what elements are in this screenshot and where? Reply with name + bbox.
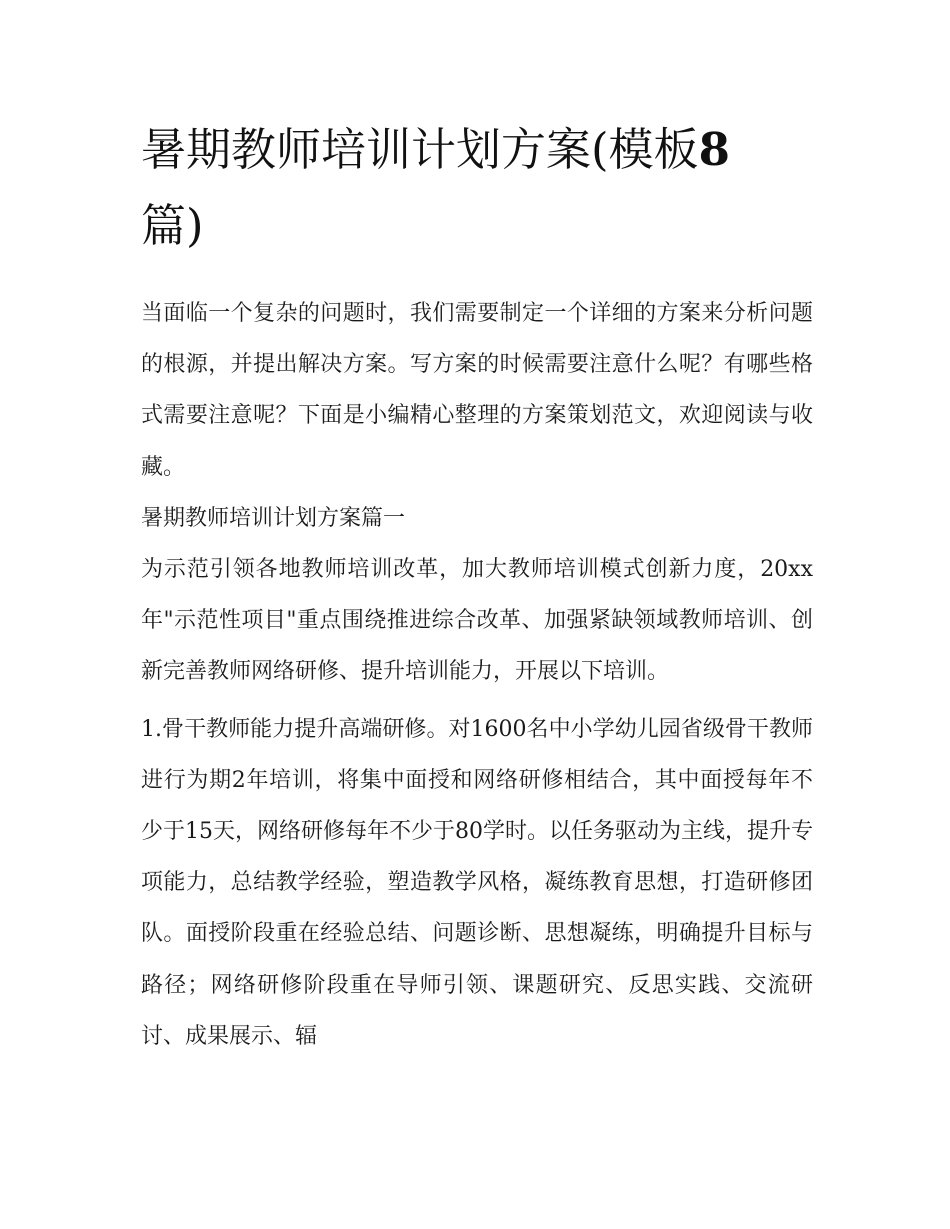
title-end-text: 篇) (141, 199, 204, 252)
title-main-text: 暑期教师培训计划方案(模板 (141, 123, 699, 176)
document-title (141, 112, 813, 264)
section-paragraph: 为示范引领各地教师培训改革，加大教师培训模式创新力度，20xx年"示范性项目"重点围绕推进综合改革、加强紧缺领域教师培训、创新完善教师网络研修、提升培训能力，开展以下培训。 (141, 557, 813, 685)
section-heading: 暑期教师培训计划方案篇一 (141, 505, 406, 531)
intro-paragraph: 当面临一个复杂的问题时，我们需要制定一个详细的方案来分析问题的根源，并提出解决方案。写方案的时候需要注意什么呢？有哪些格式需要注意呢？下面是小编精心整理的方案策划范文，欢迎阅读与收藏。 (141, 301, 813, 480)
title-number-text: 8 (698, 123, 730, 176)
document-body (141, 112, 813, 1062)
list-item: 1.骨干教师能力提升高端研修。对1600名中小学幼儿园省级骨干教师进行为期2年培训，将集中面授和网络研修相结合，其中面授每年不少于15天，网络研修每年不少于80学时。以任务驱动为主线，提升专项能力，总结教学经验，塑造教学风格，凝练教育思想，打造研修团队。面授阶段重在经验总结、问题诊断、思想凝练，明确提升目标与路径；网络研修阶段重在导师引领、课题研究、反思实践、交流研讨、成果展示、辐 (141, 716, 813, 1049)
